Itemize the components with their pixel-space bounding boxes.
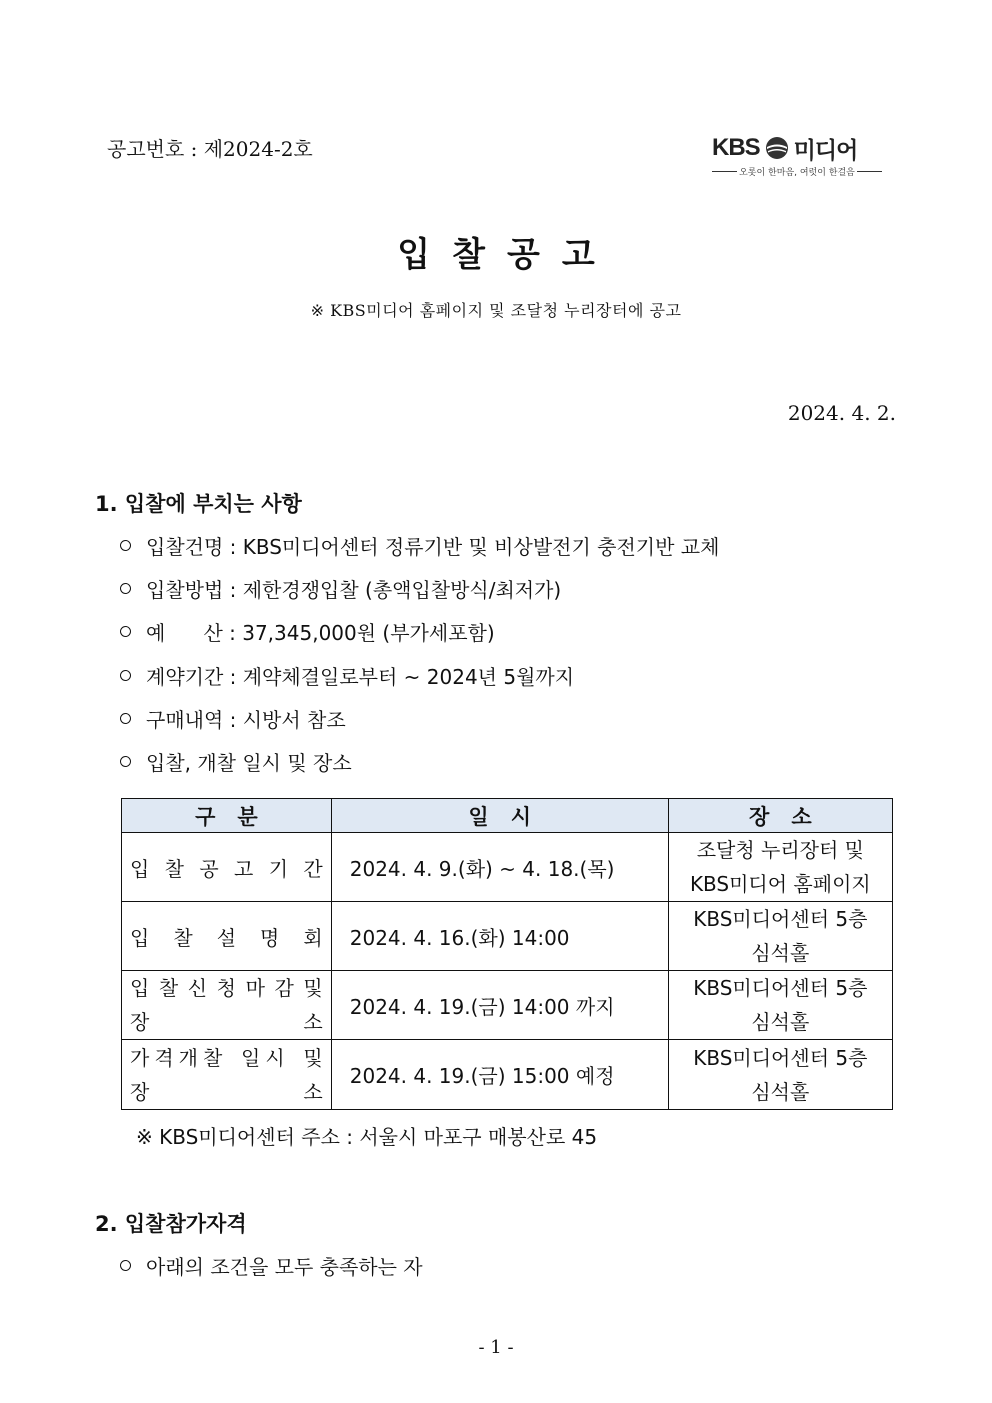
page-title: 입찰공고 xyxy=(397,235,617,275)
category-char: 소 xyxy=(303,1010,323,1034)
category-char: 감 xyxy=(274,976,294,1000)
bullet-text: 계약기간 : 계약체결일로부터 ~ 2024년 5월까지 xyxy=(146,665,575,689)
category-char: 찰 xyxy=(164,856,184,881)
cell-place xyxy=(668,971,892,1040)
notice-number: 공고번호 : 제2024-2호 xyxy=(107,137,313,161)
table-row xyxy=(122,902,893,971)
place-line: 심석홀 xyxy=(751,941,810,965)
category-word: 및 xyxy=(303,1045,323,1070)
category-char: 장 xyxy=(130,1010,150,1034)
circle-bullet-icon xyxy=(120,670,131,681)
circle-bullet-icon xyxy=(120,583,131,594)
table-row xyxy=(122,971,893,1040)
category-char: 회 xyxy=(303,925,323,950)
cell-place xyxy=(668,902,892,971)
category-char: 공 xyxy=(199,856,219,881)
place-line: KBS미디어센터 5층 xyxy=(693,907,868,931)
cell-datetime: 2024. 4. 16.(화) 14:00 xyxy=(331,902,668,971)
place-line: KBS미디어 홈페이지 xyxy=(689,872,871,896)
header-place: 장소 xyxy=(668,799,892,833)
cell-datetime: 2024. 4. 19.(금) 15:00 예정 xyxy=(331,1040,668,1110)
logo-slogan xyxy=(712,165,882,178)
schedule-table xyxy=(121,798,893,1110)
logo-brand-kbs: KBS xyxy=(712,134,760,161)
address-note: ※ KBS미디어센터 주소 : 서울시 마포구 매봉산로 45 xyxy=(136,1125,598,1149)
header-datetime: 일시 xyxy=(331,799,668,833)
place-line: KBS미디어센터 5층 xyxy=(693,1045,868,1070)
cell-place xyxy=(668,833,892,902)
place-line: KBS미디어센터 5층 xyxy=(693,976,868,1000)
list-item xyxy=(120,1251,423,1280)
notice-date: 2024. 4. 2. xyxy=(787,401,896,425)
category-char: 명 xyxy=(260,925,280,950)
category-char: 신 xyxy=(187,976,208,1000)
circle-bullet-icon xyxy=(120,713,131,724)
header-category: 구분 xyxy=(122,799,332,833)
category-word: 가격개찰 xyxy=(130,1045,228,1070)
circle-bullet-icon xyxy=(120,540,131,551)
place-line: 심석홀 xyxy=(751,1079,810,1104)
place-line: 심석홀 xyxy=(751,1010,810,1034)
bullet-text: 입찰, 개찰 일시 및 장소 xyxy=(146,751,352,775)
cell-place xyxy=(668,1040,892,1110)
category-char: 찰 xyxy=(173,925,193,950)
logo-brand-media: 미디어 xyxy=(793,136,858,163)
category-char: 기 xyxy=(268,856,289,881)
circle-bullet-icon xyxy=(120,756,131,767)
category-char: 및 xyxy=(303,976,323,1000)
category-char: 입 xyxy=(130,976,150,1000)
list-item xyxy=(120,747,352,776)
cell-category xyxy=(122,1040,332,1110)
category-word: 일시 xyxy=(241,1045,290,1070)
category-char: 고 xyxy=(234,856,254,881)
list-item xyxy=(120,704,346,733)
place-line: 조달청 누리장터 및 xyxy=(696,838,864,862)
bullet-text: 예 산 : 37,345,000원 (부가세포함) xyxy=(146,621,495,645)
table-row xyxy=(122,833,893,902)
bullet-text: 입찰건명 : KBS미디어센터 정류기반 및 비상발전기 충전기반 교체 xyxy=(146,535,720,559)
slogan-rule-left xyxy=(712,171,737,172)
bullet-text: 입찰방법 : 제한경쟁입찰 (총액입찰방식/최저가) xyxy=(146,578,562,602)
category-char: 청 xyxy=(216,976,236,1000)
table-row xyxy=(122,1040,893,1110)
page-number: - 1 - xyxy=(478,1337,514,1358)
bullet-text: 아래의 조건을 모두 충족하는 자 xyxy=(146,1255,423,1279)
list-item xyxy=(120,574,561,603)
section-heading: 2. 입찰참가자격 xyxy=(95,1212,247,1236)
slogan-rule-right xyxy=(857,171,882,172)
list-item xyxy=(120,661,574,690)
kbs-logo-icon xyxy=(765,136,789,160)
cell-category xyxy=(122,971,332,1040)
cell-datetime: 2024. 4. 19.(금) 14:00 까지 xyxy=(331,971,668,1040)
kbs-media-logo xyxy=(712,134,882,182)
category-char: 소 xyxy=(303,1079,323,1104)
bullet-text: 구매내역 : 시방서 참조 xyxy=(146,708,346,732)
cell-datetime: 2024. 4. 9.(화) ~ 4. 18.(목) xyxy=(331,833,668,902)
list-item xyxy=(120,531,719,560)
category-char: 찰 xyxy=(158,976,179,1000)
category-char: 장 xyxy=(130,1079,150,1104)
category-char: 마 xyxy=(245,976,265,1000)
subtitle: ※ KBS미디어 홈페이지 및 조달청 누리장터에 공고 xyxy=(310,301,682,320)
category-char: 간 xyxy=(303,856,323,881)
category-char: 설 xyxy=(216,925,237,950)
section-heading: 1. 입찰에 부치는 사항 xyxy=(95,492,302,516)
cell-category xyxy=(122,833,332,902)
circle-bullet-icon xyxy=(120,1260,131,1271)
list-item xyxy=(120,617,495,646)
table-header-row xyxy=(122,799,893,833)
category-char: 입 xyxy=(130,856,150,881)
slogan-text: 오롯이 한마음, 여럿이 한걸음 xyxy=(739,168,855,178)
circle-bullet-icon xyxy=(120,626,131,637)
category-char: 입 xyxy=(130,925,150,950)
cell-category xyxy=(122,902,332,971)
